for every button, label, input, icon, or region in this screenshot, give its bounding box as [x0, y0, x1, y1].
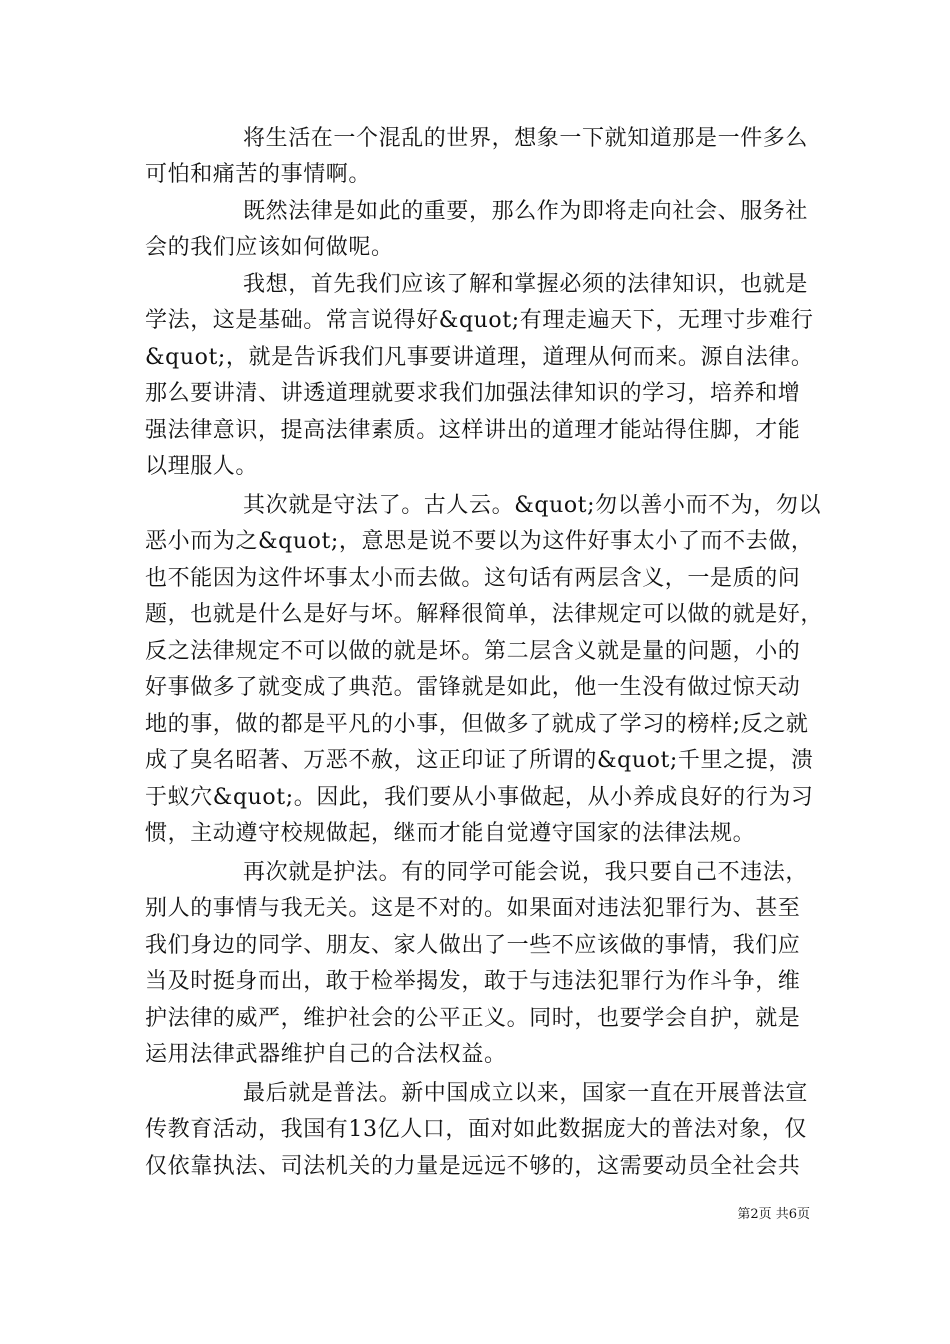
text-line: 学法，这是基础。常言说得好&quot;有理走遍天下，无理寸步难行: [145, 308, 814, 333]
text-line: 别人的事情与我无关。这是不对的。如果面对违法犯罪行为、甚至: [145, 896, 801, 921]
text-line: 既然法律是如此的重要，那么作为即将走向社会、服务社: [243, 199, 809, 224]
text-line: 也不能因为这件坏事太小而去做。这句话有两层含义，一是质的问: [145, 566, 801, 591]
text-line: 好事做多了就变成了典范。雷锋就是如此，他一生没有做过惊天动: [145, 675, 801, 700]
text-line: 强法律意识，提高法律素质。这样讲出的道理才能站得住脚，才能: [145, 418, 801, 443]
text-line: 最后就是普法。新中国成立以来，国家一直在开展普法宣: [243, 1081, 809, 1106]
text-line: 仅依靠执法、司法机关的力量是远远不够的，这需要动员全社会共: [145, 1154, 801, 1179]
text-line: 我想，首先我们应该了解和掌握必须的法律知识，也就是: [243, 272, 809, 297]
text-line: 恶小而为之&quot;，意思是说不要以为这件好事太小了而不去做，: [145, 529, 814, 554]
text-line: 地的事，做的都是平凡的小事，但做多了就成了学习的榜样;反之就: [145, 712, 809, 737]
text-line: 于蚁穴&quot;。因此，我们要从小事做起，从小养成良好的行为习: [145, 785, 814, 810]
text-line: 传教育活动，我国有13亿人口，面对如此数据庞大的普法对象，仅: [145, 1117, 807, 1142]
text-line: &quot;，就是告诉我们凡事要讲道理，道理从何而来。源自法律。: [145, 345, 814, 370]
text-line: 以理服人。: [145, 454, 259, 479]
text-line: 惯，主动遵守校规做起，继而才能自觉遵守国家的法律法规。: [145, 821, 756, 846]
text-line: 反之法律规定不可以做的就是坏。第二层含义就是量的问题，小的: [145, 639, 801, 664]
text-line: 当及时挺身而出，敢于检举揭发，敢于与违法犯罪行为作斗争，维: [145, 969, 801, 994]
text-line: 那么要讲清、讲透道理就要求我们加强法律知识的学习，培养和增: [145, 381, 801, 406]
text-line: 护法律的威严，维护社会的公平正义。同时，也要学会自护，就是: [145, 1006, 801, 1031]
text-line: 题，也就是什么是好与坏。解释很简单，法律规定可以做的就是好，: [145, 602, 824, 627]
text-line: 可怕和痛苦的事情啊。: [145, 162, 372, 187]
page-number: 第2页 共6页: [737, 1207, 810, 1222]
text-line: 将生活在一个混乱的世界，想象一下就知道那是一件多么: [243, 126, 809, 151]
text-line: 成了臭名昭著、万恶不赦，这正印证了所谓的&quot;千里之提，溃: [145, 748, 814, 773]
text-line: 运用法律武器维护自己的合法权益。: [145, 1042, 507, 1067]
text-line: 会的我们应该如何做呢。: [145, 235, 394, 260]
text-line: 再次就是护法。有的同学可能会说，我只要自己不违法，: [243, 860, 809, 885]
text-line: 其次就是守法了。古人云。&quot;勿以善小而不为，勿以: [243, 493, 822, 518]
text-line: 我们身边的同学、朋友、家人做出了一些不应该做的事情，我们应: [145, 933, 801, 958]
